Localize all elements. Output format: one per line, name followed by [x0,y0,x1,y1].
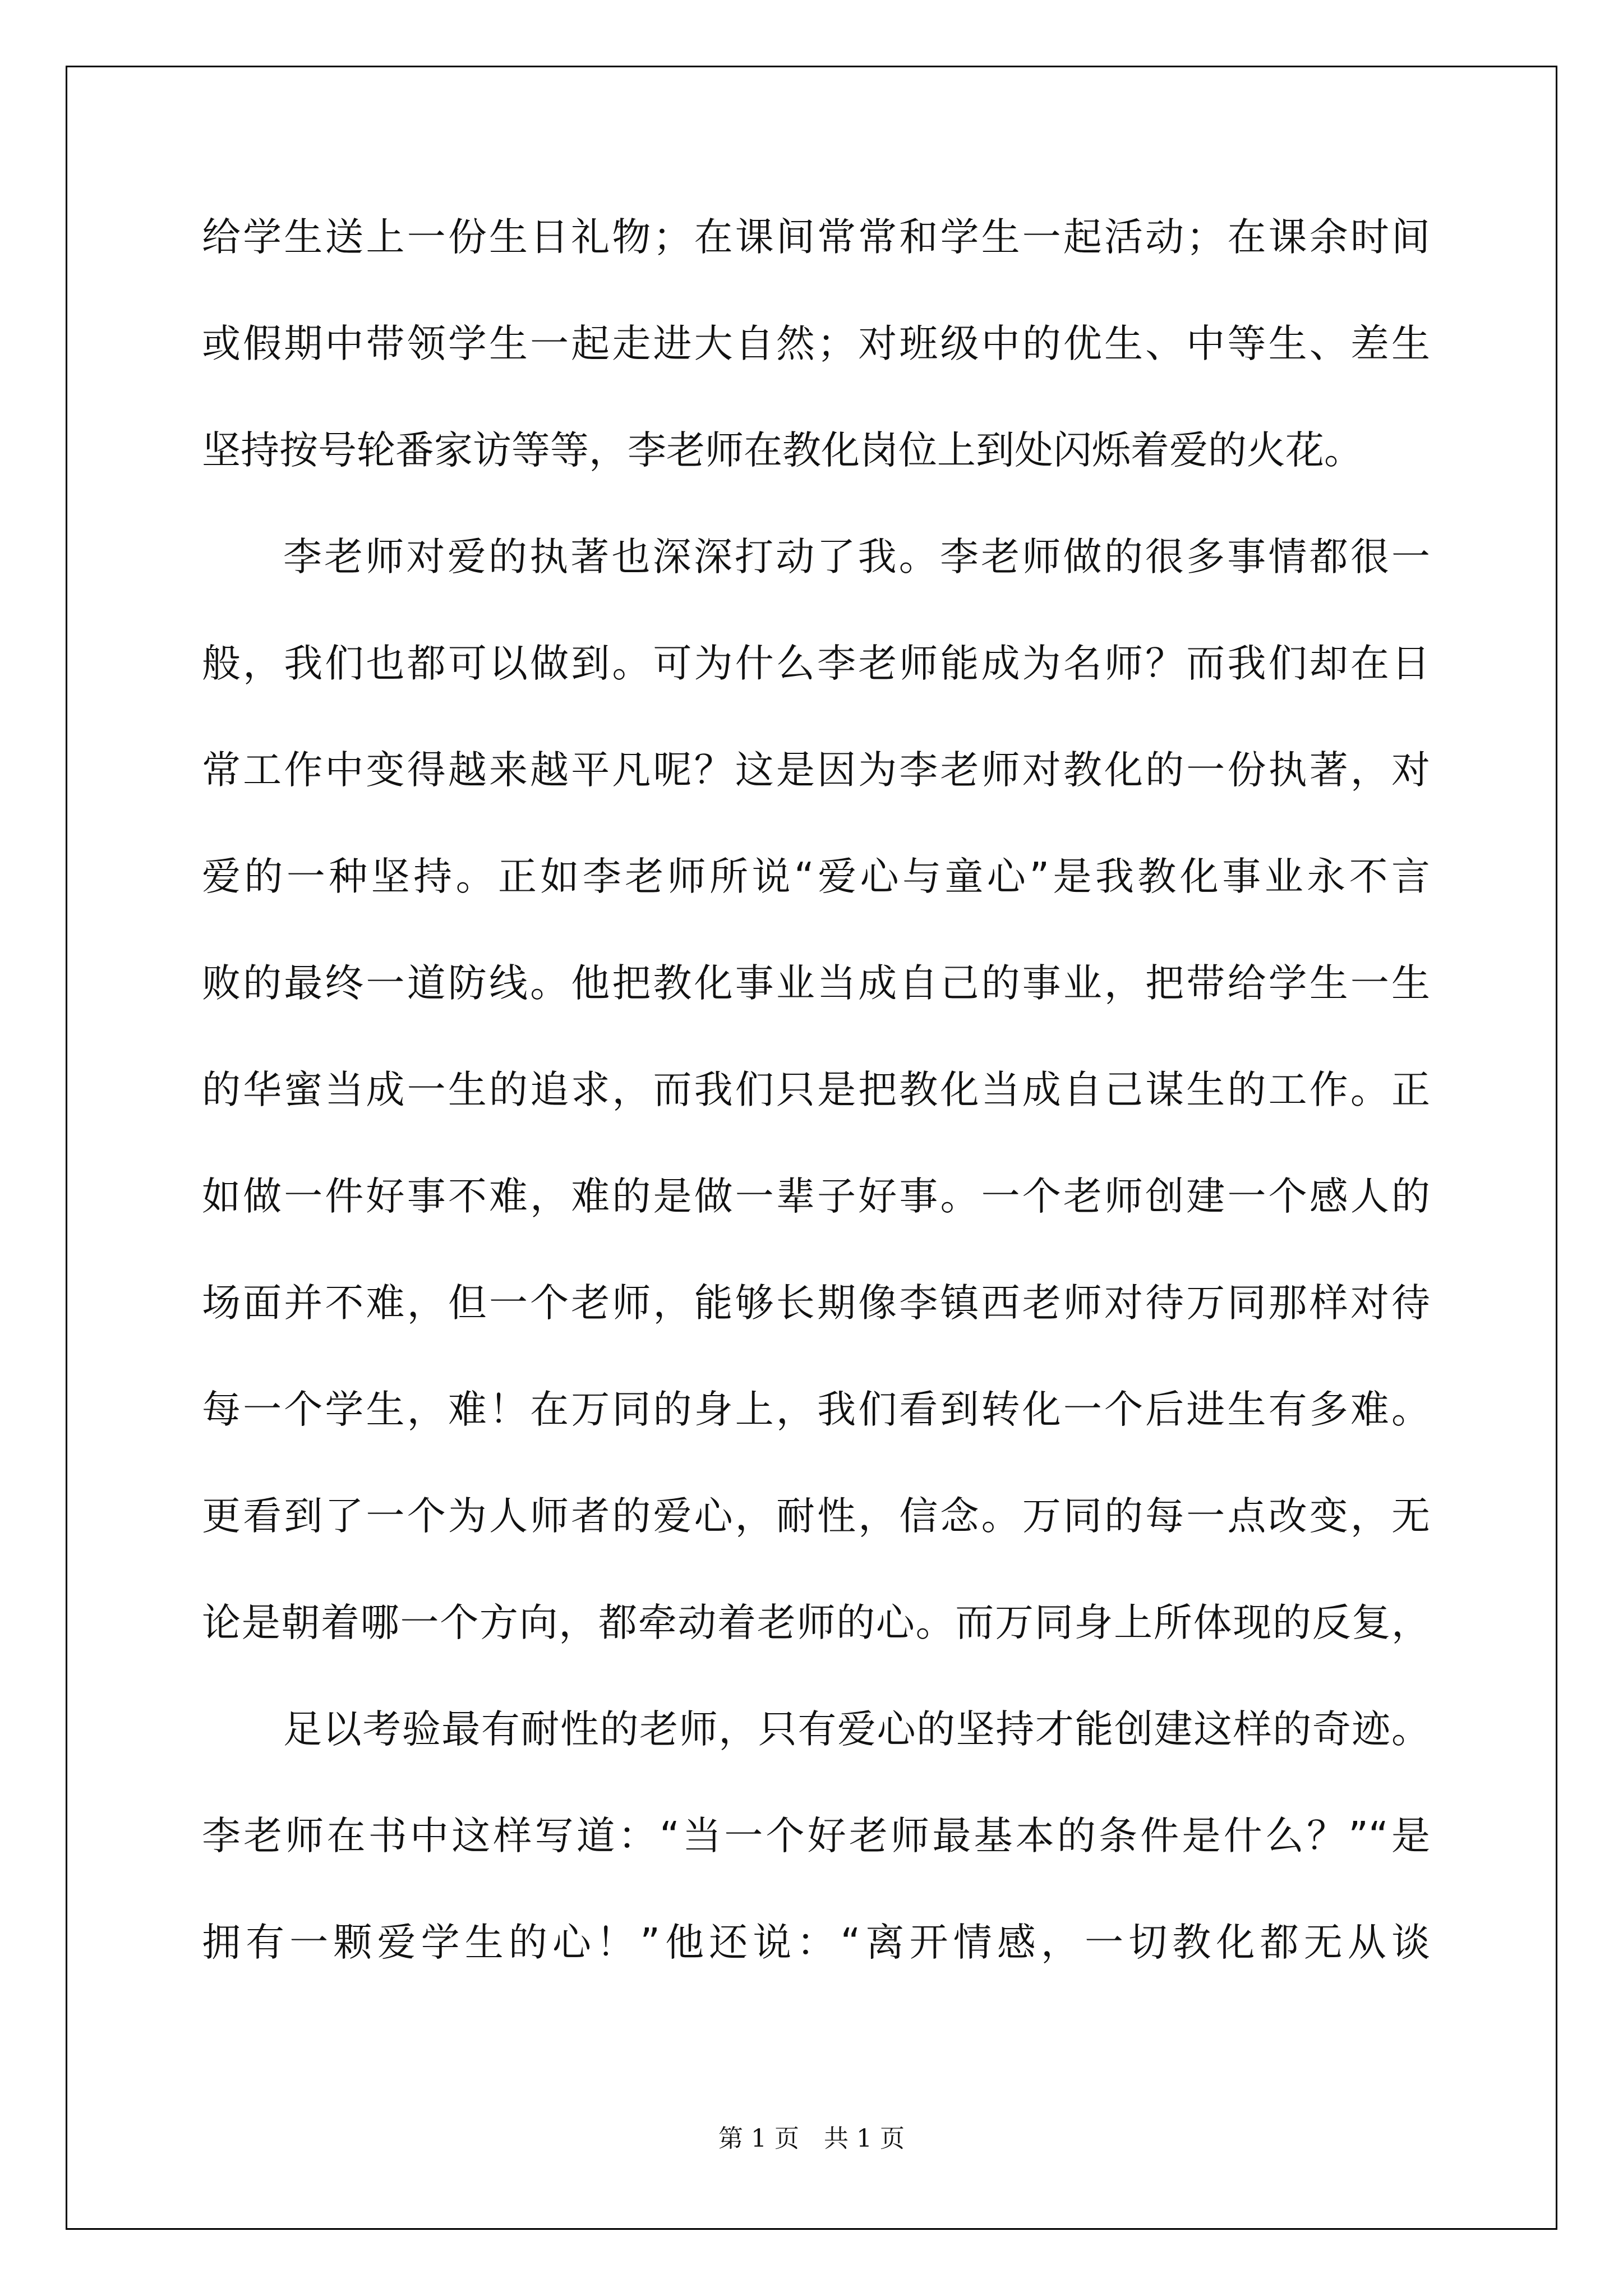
text-line: 李老师在书中这样写道：“当一个好老师最基本的条件是什么？”“是 [202,1814,1430,1858]
page-number: 第 1 页 共 1 页 [718,2124,905,2153]
text-line: 败的最终一道防线。他把教化事业当成自己的事业，把带给学生一生 [202,961,1430,1006]
text-line: 给学生送上一份生日礼物；在课间常常和学生一起活动；在课余时间 [202,215,1430,260]
text-line: 如做一件好事不难，难的是做一辈子好事。一个老师创建一个感人的 [202,1174,1430,1219]
text-line: 足以考验最有耐性的老师，只有爱心的坚持才能创建这样的奇迹。 [283,1707,1430,1752]
text-line: 每一个学生，难！在万同的身上，我们看到转化一个后进生有多难。 [202,1387,1430,1432]
text-line: 的华蜜当成一生的追求，而我们只是把教化当成自己谋生的工作。正 [202,1068,1430,1112]
text-line: 般，我们也都可以做到。可为什么李老师能成为名师？而我们却在日 [202,641,1430,686]
text-line: 拥有一颗爱学生的心！”他还说：“离开情感，一切教化都无从谈 [202,1920,1430,1965]
text-line: 论是朝着哪一个方向，都牵动着老师的心。而万同身上所体现的反复， [202,1600,1430,1645]
text-line: 或假期中带领学生一起走进大自然；对班级中的优生、中等生、差生 [202,321,1430,366]
text-line: 常工作中变得越来越平凡呢？这是因为李老师对教化的一份执著，对 [202,748,1430,793]
text-line: 更看到了一个为人师者的爱心，耐性，信念。万同的每一点改变，无 [202,1494,1430,1539]
document-body [202,211,1430,2023]
text-line: 场面并不难，但一个老师，能够长期像李镇西老师对待万同那样对待 [202,1281,1430,1326]
text-line: 坚持按号轮番家访等等，李老师在教化岗位上到处闪烁着爱的火花。 [202,428,1363,473]
text-line: 爱的一种坚持。正如李老师所说“爱心与童心”是我教化事业永不言 [202,854,1430,899]
text-line: 李老师对爱的执著也深深打动了我。李老师做的很多事情都很一 [283,535,1430,579]
